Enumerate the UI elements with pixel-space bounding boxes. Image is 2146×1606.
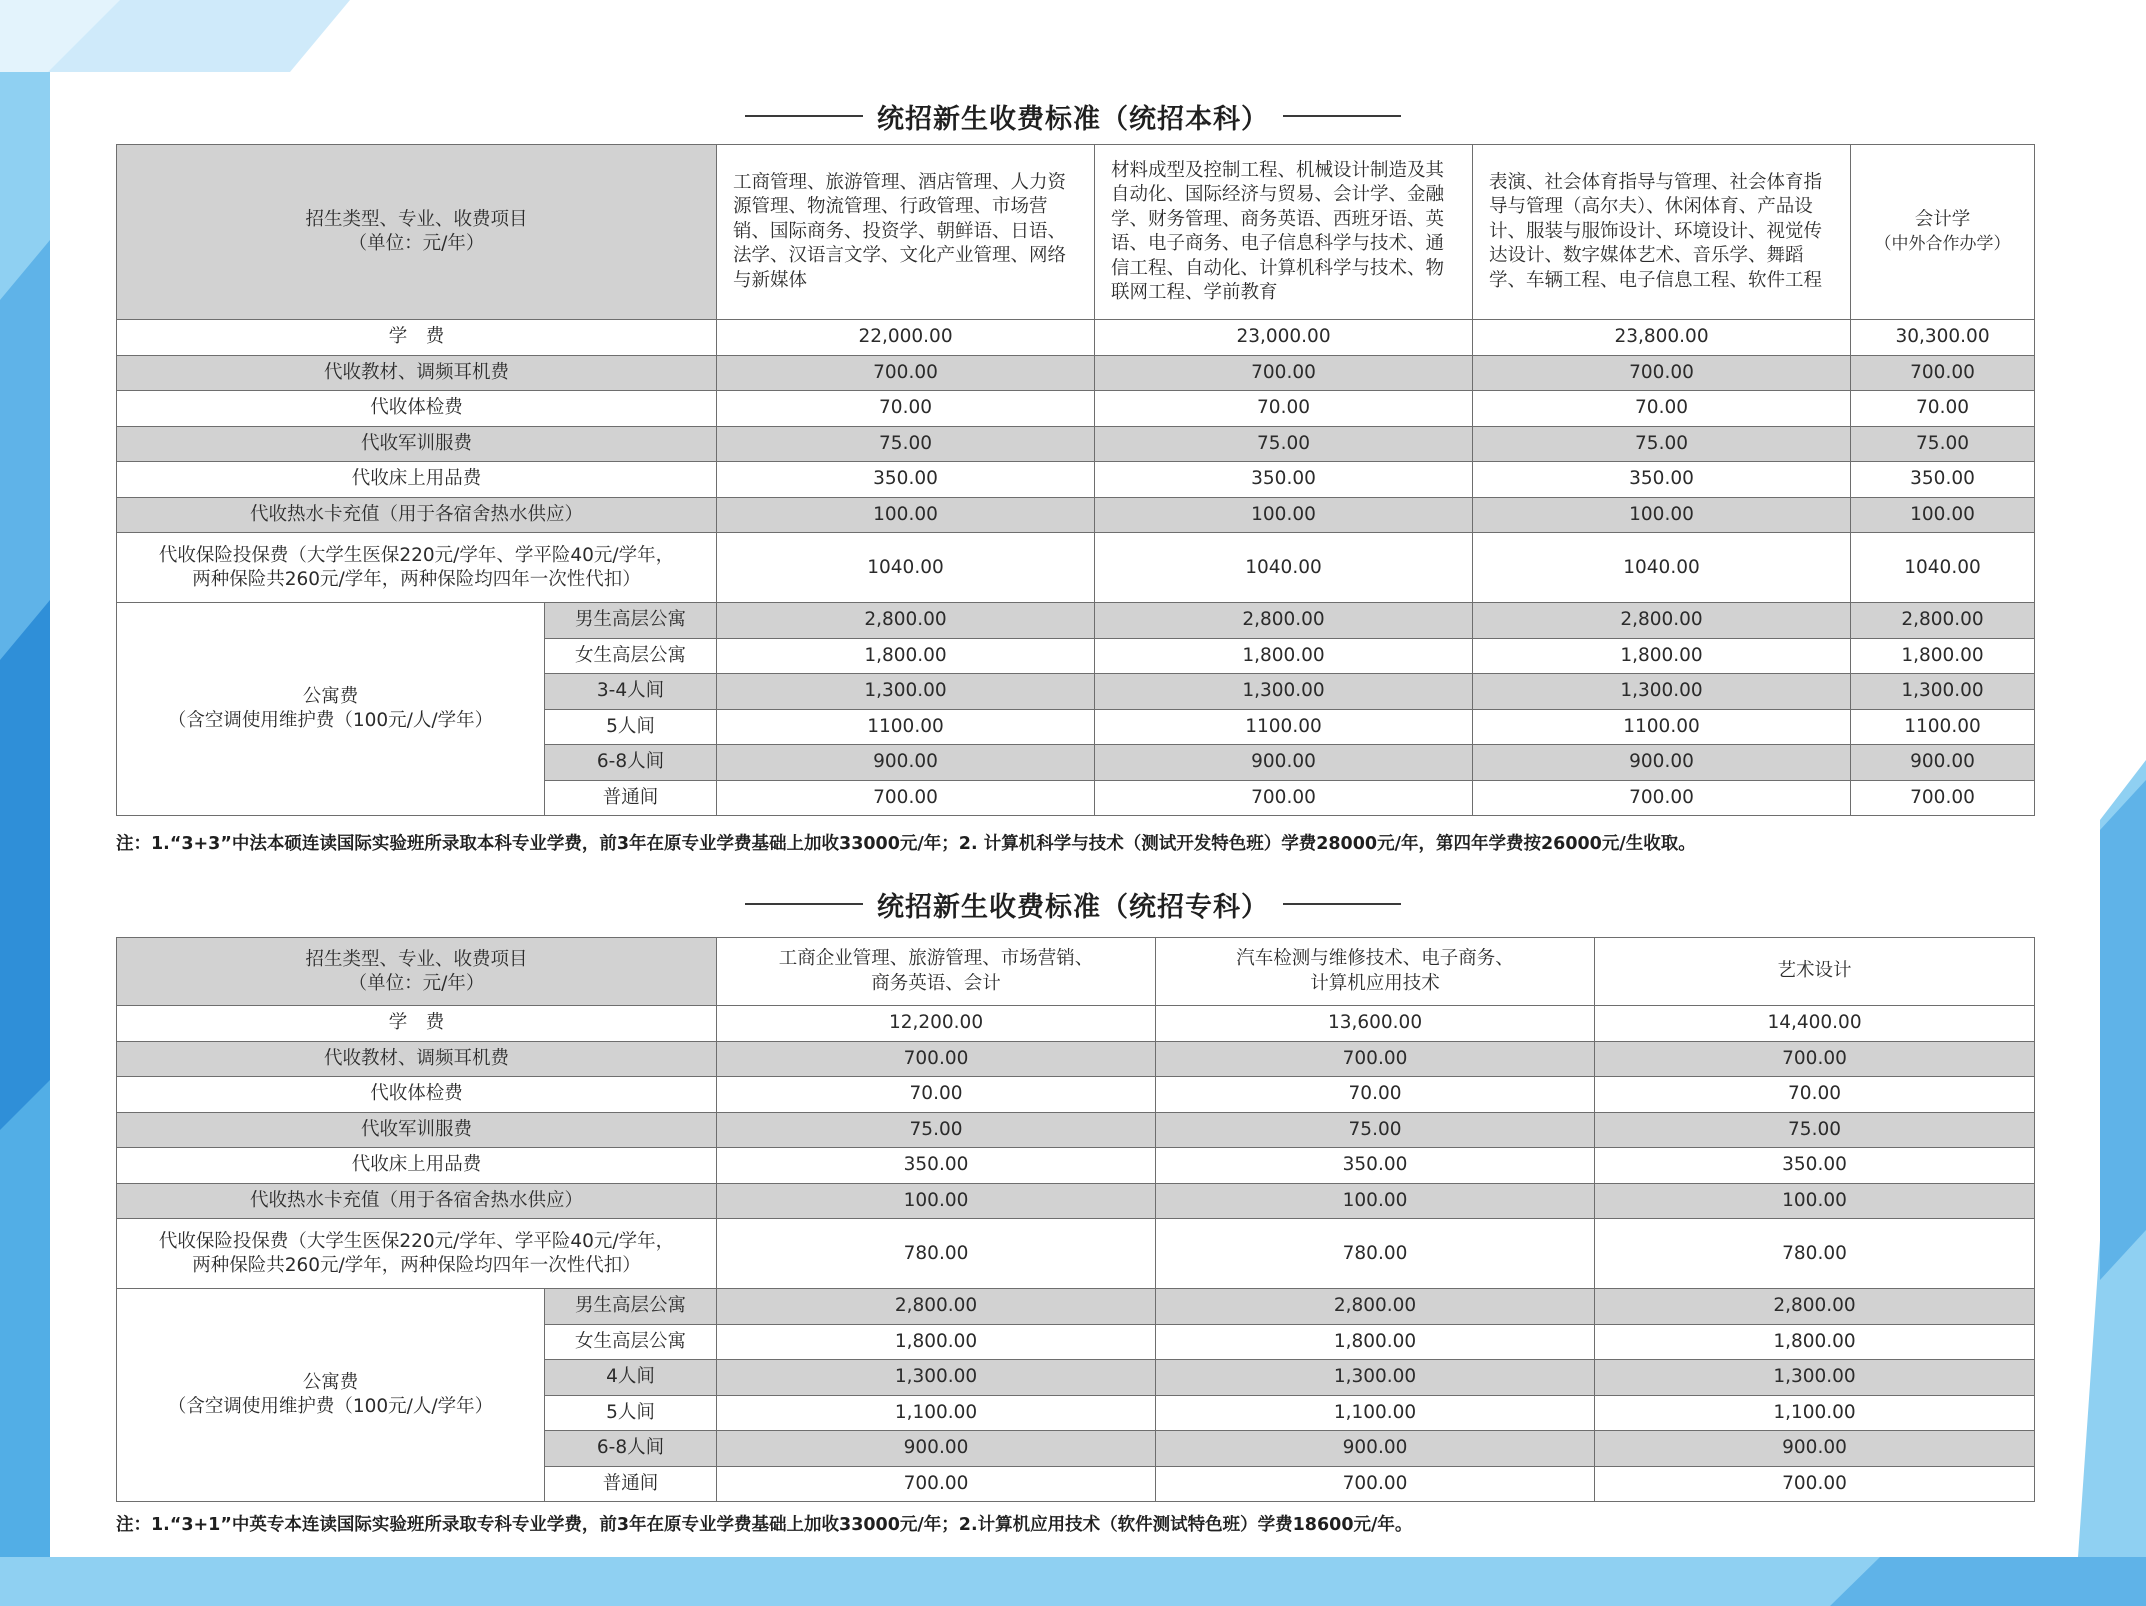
cell-value: 1,800.00 — [717, 638, 1095, 674]
major-3-line1: 艺术设计 — [1777, 960, 1852, 982]
cell-value: 700.00 — [1595, 1041, 2035, 1077]
row-label: 学 费 — [117, 1006, 717, 1042]
apartment-type: 普通间 — [545, 1466, 717, 1502]
cell-value: 1,300.00 — [1473, 674, 1851, 710]
cell-value: 700.00 — [1095, 355, 1473, 391]
cell-value: 780.00 — [717, 1219, 1156, 1289]
cell-value: 1,300.00 — [1851, 674, 2035, 710]
major-2-line1: 汽车检测与维修技术、电子商务、 — [1236, 948, 1514, 969]
apartment-line2: （含空调使用维护费（100元/人/学年） — [167, 1396, 494, 1417]
cell-value: 1100.00 — [1095, 709, 1473, 745]
major-group-3 — [1595, 938, 2035, 1006]
cell-value: 75.00 — [1473, 426, 1851, 462]
cell-value: 700.00 — [1095, 780, 1473, 816]
cell-value: 900.00 — [1095, 745, 1473, 781]
cell-value: 2,800.00 — [1473, 603, 1851, 639]
cell-value: 100.00 — [717, 1183, 1156, 1219]
college-title: 统招新生收费标准（统招专科） — [877, 891, 1269, 923]
undergrad-section-title — [0, 96, 2146, 136]
cell-value: 900.00 — [717, 745, 1095, 781]
cell-value: 75.00 — [1095, 426, 1473, 462]
apartment-type: 4人间 — [545, 1360, 717, 1396]
major-group-1 — [717, 938, 1156, 1006]
cell-value: 2,800.00 — [717, 603, 1095, 639]
insurance-label — [117, 533, 717, 603]
row-label: 代收教材、调频耳机费 — [117, 1041, 717, 1077]
major-2-line2: 计算机应用技术 — [1310, 972, 1440, 994]
row-label: 代收体检费 — [117, 1077, 717, 1113]
header-corner-cell — [117, 938, 717, 1006]
cell-value: 12,200.00 — [717, 1006, 1156, 1042]
apartment-type: 男生高层公寓 — [545, 1289, 717, 1325]
cell-value: 1100.00 — [717, 709, 1095, 745]
major-1-line1: 工商企业管理、旅游管理、市场营销、 — [778, 948, 1094, 969]
cell-value: 900.00 — [1851, 745, 2035, 781]
cell-value: 70.00 — [1095, 391, 1473, 427]
table-row — [117, 497, 2035, 533]
row-label: 代收床上用品费 — [117, 462, 717, 498]
row-label: 代收热水卡充值（用于各宿舍热水供应） — [117, 497, 717, 533]
table-row — [117, 1219, 2035, 1289]
apartment-line1: 公寓费 — [302, 1372, 359, 1393]
cell-value: 700.00 — [717, 355, 1095, 391]
cell-value: 700.00 — [1156, 1041, 1595, 1077]
title-rule-left — [745, 115, 863, 117]
undergrad-title: 统招新生收费标准（统招本科） — [877, 103, 1269, 135]
apartment-label — [117, 1289, 545, 1502]
apartment-type: 女生高层公寓 — [545, 638, 717, 674]
table-row — [117, 1112, 2035, 1148]
undergrad-note: 注：1.“3+3”中法本硕连读国际实验班所录取本科专业学费，前3年在原专业学费基础上加收33000元/年；2. 计算机科学与技术（测试开发特色班）学费28000元/年，第四年学费按26000元/生收取。 — [116, 834, 1696, 854]
apartment-type: 女生高层公寓 — [545, 1324, 717, 1360]
college-fee-table — [116, 937, 2035, 1502]
cell-value: 1,800.00 — [1095, 638, 1473, 674]
table-row — [117, 426, 2035, 462]
row-label: 代收热水卡充值（用于各宿舍热水供应） — [117, 1183, 717, 1219]
cell-value: 70.00 — [1851, 391, 2035, 427]
cell-value: 1,100.00 — [1595, 1395, 2035, 1431]
college-note: 注：1.“3+1”中英专本连读国际实验班所录取专科专业学费，前3年在原专业学费基础上加收33000元/年；2.计算机应用技术（软件测试特色班）学费18600元/年。 — [116, 1515, 1413, 1535]
table-row — [117, 1041, 2035, 1077]
apartment-label — [117, 603, 545, 816]
cell-value: 700.00 — [717, 1041, 1156, 1077]
cell-value: 1,300.00 — [1095, 674, 1473, 710]
cell-value: 70.00 — [1473, 391, 1851, 427]
insurance-line1: 代收保险投保费（大学生医保220元/学年、学平险40元/学年， — [158, 544, 675, 566]
college-section-title — [0, 884, 2146, 924]
cell-value: 350.00 — [1851, 462, 2035, 498]
cell-value: 900.00 — [1156, 1431, 1595, 1467]
row-label: 代收床上用品费 — [117, 1148, 717, 1184]
cell-value: 100.00 — [1095, 497, 1473, 533]
cell-value: 700.00 — [717, 780, 1095, 816]
cell-value: 75.00 — [1156, 1112, 1595, 1148]
cell-value: 2,800.00 — [1595, 1289, 2035, 1325]
cell-value: 23,800.00 — [1473, 320, 1851, 356]
table-row — [117, 533, 2035, 603]
major-group-2 — [1156, 938, 1595, 1006]
table-row — [117, 603, 2035, 639]
cell-value: 1,300.00 — [717, 1360, 1156, 1396]
major-group-1: 工商管理、旅游管理、酒店管理、人力资源管理、物流管理、行政管理、市场营销、国际商务、投资学、朝鲜语、日语、法学、汉语言文学、文化产业管理、网络与新媒体 — [717, 145, 1095, 320]
cell-value: 900.00 — [1473, 745, 1851, 781]
title-rule-right — [1283, 903, 1401, 905]
table-row — [117, 1148, 2035, 1184]
cell-value: 1,800.00 — [1595, 1324, 2035, 1360]
table-row — [117, 1183, 2035, 1219]
apartment-line2: （含空调使用维护费（100元/人/学年） — [167, 710, 494, 731]
insurance-line2: 两种保险共260元/学年，两种保险均四年一次性代扣） — [192, 1254, 641, 1276]
title-rule-right — [1283, 115, 1401, 117]
table-row — [117, 1006, 2035, 1042]
cell-value: 350.00 — [1473, 462, 1851, 498]
row-label: 学 费 — [117, 320, 717, 356]
cell-value: 1040.00 — [717, 533, 1095, 603]
cell-value: 2,800.00 — [717, 1289, 1156, 1325]
cell-value: 30,300.00 — [1851, 320, 2035, 356]
apartment-type: 3-4人间 — [545, 674, 717, 710]
cell-value: 1040.00 — [1851, 533, 2035, 603]
table-header-row — [117, 938, 2035, 1006]
cell-value: 900.00 — [1595, 1431, 2035, 1467]
cell-value: 700.00 — [1851, 355, 2035, 391]
cell-value: 350.00 — [1156, 1148, 1595, 1184]
apartment-type: 6-8人间 — [545, 1431, 717, 1467]
apartment-type: 普通间 — [545, 780, 717, 816]
cell-value: 13,600.00 — [1156, 1006, 1595, 1042]
cell-value: 1,300.00 — [1595, 1360, 2035, 1396]
header-corner-cell — [117, 145, 717, 320]
cell-value: 70.00 — [1156, 1077, 1595, 1113]
cell-value: 75.00 — [717, 1112, 1156, 1148]
corner-line1: 招生类型、专业、收费项目 — [305, 948, 528, 970]
cell-value: 700.00 — [1851, 780, 2035, 816]
cell-value: 100.00 — [1851, 497, 2035, 533]
apartment-type: 6-8人间 — [545, 745, 717, 781]
row-label: 代收教材、调频耳机费 — [117, 355, 717, 391]
cell-value: 1,800.00 — [1473, 638, 1851, 674]
cell-value: 1,300.00 — [1156, 1360, 1595, 1396]
cell-value: 70.00 — [1595, 1077, 2035, 1113]
cell-value: 100.00 — [1595, 1183, 2035, 1219]
table-row — [117, 391, 2035, 427]
insurance-label — [117, 1219, 717, 1289]
insurance-line2: 两种保险共260元/学年，两种保险均四年一次性代扣） — [192, 568, 641, 590]
cell-value: 700.00 — [1156, 1466, 1595, 1502]
cell-value: 22,000.00 — [717, 320, 1095, 356]
title-rule-left — [745, 903, 863, 905]
corner-line1: 招生类型、专业、收费项目 — [305, 209, 528, 230]
row-label: 代收体检费 — [117, 391, 717, 427]
apartment-type: 5人间 — [545, 1395, 717, 1431]
cell-value: 350.00 — [717, 462, 1095, 498]
table-row — [117, 1289, 2035, 1325]
cell-value: 1,100.00 — [717, 1395, 1156, 1431]
cell-value: 780.00 — [1156, 1219, 1595, 1289]
cell-value: 75.00 — [1851, 426, 2035, 462]
cell-value: 900.00 — [717, 1431, 1156, 1467]
major-1-line2: 商务英语、会计 — [871, 972, 1001, 994]
cell-value: 350.00 — [1595, 1148, 2035, 1184]
cell-value: 14,400.00 — [1595, 1006, 2035, 1042]
undergrad-fee-table — [116, 144, 2035, 816]
cell-value: 700.00 — [717, 1466, 1156, 1502]
cell-value: 1100.00 — [1473, 709, 1851, 745]
apartment-type: 5人间 — [545, 709, 717, 745]
table-row — [117, 1077, 2035, 1113]
table-row — [117, 355, 2035, 391]
cell-value: 1,100.00 — [1156, 1395, 1595, 1431]
corner-line2: （单位：元/年） — [348, 972, 485, 994]
table-row — [117, 462, 2035, 498]
major-group-4 — [1851, 145, 2035, 320]
cell-value: 1,300.00 — [717, 674, 1095, 710]
major-group-3: 表演、社会体育指导与管理、社会体育指导与管理（高尔夫）、休闲体育、产品设计、服装与服饰设计、环境设计、视觉传达设计、数字媒体艺术、音乐学、舞蹈学、车辆工程、电子信息工程、软件工程 — [1473, 145, 1851, 320]
cell-value: 700.00 — [1595, 1466, 2035, 1502]
cell-value: 23,000.00 — [1095, 320, 1473, 356]
major-4-line1: 会计学 — [1914, 208, 1971, 230]
apartment-line1: 公寓费 — [302, 686, 359, 707]
cell-value: 700.00 — [1473, 780, 1851, 816]
cell-value: 350.00 — [1095, 462, 1473, 498]
cell-value: 700.00 — [1473, 355, 1851, 391]
cell-value: 1,800.00 — [717, 1324, 1156, 1360]
insurance-line1: 代收保险投保费（大学生医保220元/学年、学平险40元/学年， — [158, 1230, 675, 1252]
cell-value: 75.00 — [1595, 1112, 2035, 1148]
major-group-2: 材料成型及控制工程、机械设计制造及其自动化、国际经济与贸易、会计学、金融学、财务管理、商务英语、西班牙语、英语、电子商务、电子信息科学与技术、通信工程、自动化、计算机科学与技术、物联网工程、学前教育 — [1095, 145, 1473, 320]
cell-value: 2,800.00 — [1156, 1289, 1595, 1325]
cell-value: 350.00 — [717, 1148, 1156, 1184]
table-row — [117, 320, 2035, 356]
cell-value: 1100.00 — [1851, 709, 2035, 745]
cell-value: 780.00 — [1595, 1219, 2035, 1289]
corner-line2: （单位：元/年） — [348, 233, 485, 254]
cell-value: 2,800.00 — [1095, 603, 1473, 639]
row-label: 代收军训服费 — [117, 426, 717, 462]
cell-value: 70.00 — [717, 391, 1095, 427]
cell-value: 70.00 — [717, 1077, 1156, 1113]
row-label: 代收军训服费 — [117, 1112, 717, 1148]
apartment-type: 男生高层公寓 — [545, 603, 717, 639]
cell-value: 1,800.00 — [1156, 1324, 1595, 1360]
cell-value: 1040.00 — [1473, 533, 1851, 603]
cell-value: 2,800.00 — [1851, 603, 2035, 639]
cell-value: 100.00 — [1156, 1183, 1595, 1219]
cell-value: 100.00 — [1473, 497, 1851, 533]
table-header-row — [117, 145, 2035, 320]
major-4-line2: （中外合作办学） — [1874, 234, 2011, 254]
cell-value: 1,800.00 — [1851, 638, 2035, 674]
cell-value: 100.00 — [717, 497, 1095, 533]
cell-value: 75.00 — [717, 426, 1095, 462]
cell-value: 1040.00 — [1095, 533, 1473, 603]
